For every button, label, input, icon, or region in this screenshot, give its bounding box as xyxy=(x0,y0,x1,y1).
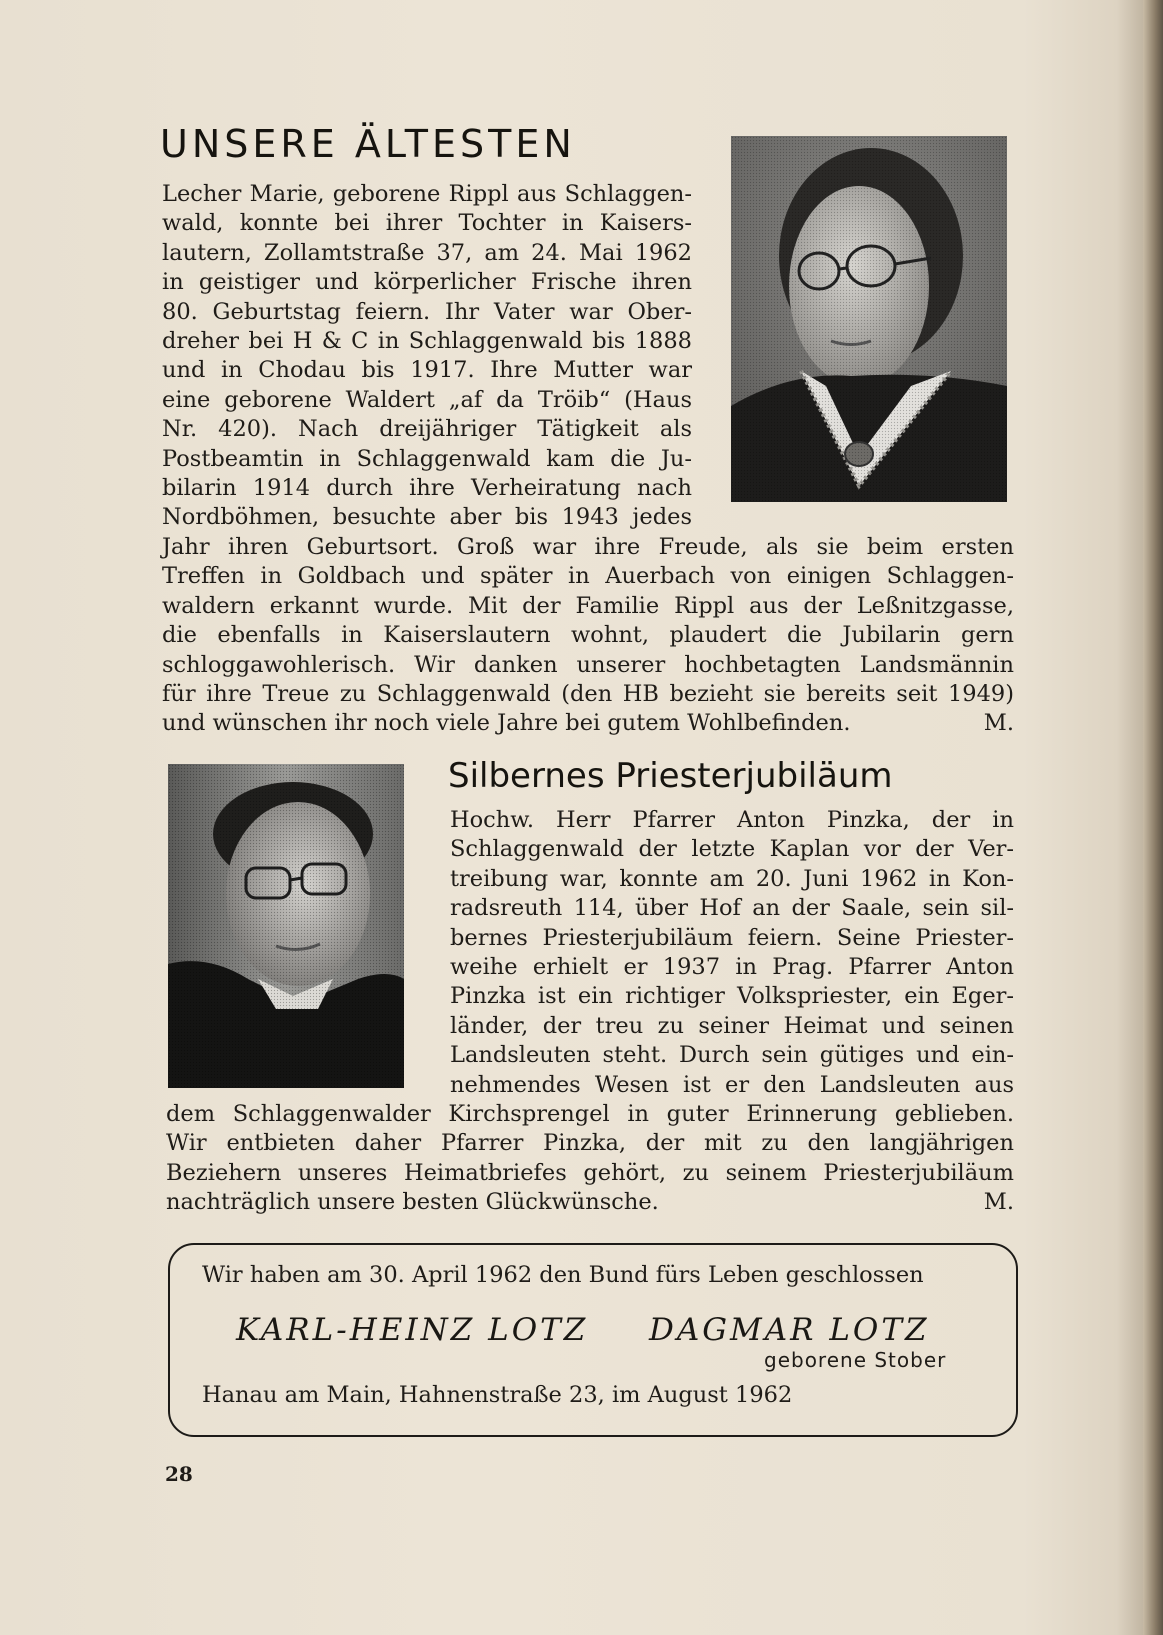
text-line: schloggawohlerisch. Wir danken unserer hochbetagten Landsmännin xyxy=(162,651,1014,678)
text-line: Postbeamtin in Schlaggenwald kam die Ju- xyxy=(162,445,692,472)
text-line: treibung war, konnte am 20. Juni 1962 in Kon- xyxy=(450,865,1014,892)
text-line: für ihre Treue zu Schlaggenwald (den HB bezieht sie bereits seit 1949) xyxy=(162,681,1014,708)
article2-text-wide xyxy=(166,1100,1014,1188)
article2-signature: M. xyxy=(983,1189,1014,1215)
text-line: Hochw. Herr Pfarrer Anton Pinzka, der in xyxy=(450,807,1014,833)
text-line: dem Schlaggenwalder Kirchsprengel in guter Erinnerung geblieben. xyxy=(166,1101,1014,1127)
photo-marie-lecher xyxy=(731,136,1007,502)
article1-closing xyxy=(162,709,1014,738)
text-line: Beziehern unseres Heimatbriefes gehört, zu seinem Priesterjubiläum xyxy=(166,1159,1014,1186)
text-line: die ebenfalls in Kaiserslautern wohnt, plaudert die Jubilarin gern xyxy=(162,622,1014,649)
text-line: 80. Geburtstag feiern. Ihr Vater war Ober- xyxy=(162,298,692,325)
text-line: Nordböhmen, besuchte aber bis 1943 jedes xyxy=(162,504,692,531)
heading-silbernes-priesterjubilaeum: Silbernes Priesterjubiläum xyxy=(448,756,893,796)
text-line: Jahr ihren Geburtsort. Groß war ihre Freude, als sie beim ersten xyxy=(162,534,1014,560)
text-line: in geistiger und körperlicher Frische ihren xyxy=(162,269,692,296)
article2-closing xyxy=(166,1188,1014,1217)
article1-signature: M. xyxy=(983,710,1014,736)
text-line: bilarin 1914 durch ihre Verheiratung nach xyxy=(162,475,692,502)
text-line: nehmendes Wesen ist er den Landsleuten aus xyxy=(450,1071,1014,1098)
text-line: Nr. 420). Nach dreijähriger Tätigkeit als xyxy=(162,416,692,443)
text-line: lautern, Zollamtstraße 37, am 24. Mai 1962 xyxy=(162,239,692,266)
portrait-priest-image xyxy=(168,764,404,1088)
text-line: Wir entbieten daher Pfarrer Pinzka, der mit zu den langjährigen xyxy=(166,1130,1014,1157)
article2-last-line: nachträglich unsere besten Glückwünsche. xyxy=(166,1189,659,1215)
text-line: Lecher Marie, geborene Rippl aus Schlaggen- xyxy=(162,181,692,207)
text-line: Schlaggenwald der letzte Kaplan vor der Ver- xyxy=(450,836,1014,863)
page-number: 28 xyxy=(165,1462,193,1486)
book-spine-shadow xyxy=(1143,0,1163,1635)
article1-text-wide xyxy=(162,533,1014,709)
photo-anton-pinzka xyxy=(168,764,404,1088)
article1-text-narrow xyxy=(162,180,692,533)
text-line: radsreuth 114, über Hof an der Saale, sein sil- xyxy=(450,895,1014,922)
text-line: dreher bei H & C in Schlaggenwald bis 1888 xyxy=(162,328,692,355)
text-line: eine geborene Waldert „af da Tröib“ (Haus xyxy=(162,386,692,413)
portrait-woman-image xyxy=(731,136,1007,502)
text-line: Pinzka ist ein richtiger Volkspriester, ein Eger- xyxy=(450,983,1014,1010)
announcement-maiden-name: geborene Stober xyxy=(764,1348,947,1372)
text-line: Treffen in Goldbach und später in Auerbach von einigen Schlaggen- xyxy=(162,563,1014,590)
text-line: länder, der treu zu seiner Heimat und seinen xyxy=(450,1012,1014,1039)
text-line: weihe erhielt er 1937 in Prag. Pfarrer Anton xyxy=(450,954,1014,981)
announcement-name-groom: KARL-HEINZ LOTZ xyxy=(236,1312,589,1348)
heading-unsere-aeltesten: UNSERE ÄLTESTEN xyxy=(160,122,576,166)
text-line: Landsleuten steht. Durch sein gütiges und ein- xyxy=(450,1042,1014,1069)
text-line: wald, konnte bei ihrer Tochter in Kaisers- xyxy=(162,210,692,237)
article2-text-narrow xyxy=(450,806,1014,1100)
text-line: waldern erkannt wurde. Mit der Familie Rippl aus der Leßnitzgasse, xyxy=(162,592,1014,619)
announcement-name-bride: DAGMAR LOTZ xyxy=(649,1312,930,1348)
text-line: und in Chodau bis 1917. Ihre Mutter war xyxy=(162,357,692,384)
announcement-place-date: Hanau am Main, Hahnenstraße 23, im August 1962 xyxy=(202,1382,793,1408)
text-line: bernes Priesterjubiläum feiern. Seine Priester- xyxy=(450,924,1014,951)
article1-last-line: und wünschen ihr noch viele Jahre bei gutem Wohlbefinden. xyxy=(162,710,851,736)
announcement-line1: Wir haben am 30. April 1962 den Bund fürs Leben geschlossen xyxy=(202,1262,924,1288)
